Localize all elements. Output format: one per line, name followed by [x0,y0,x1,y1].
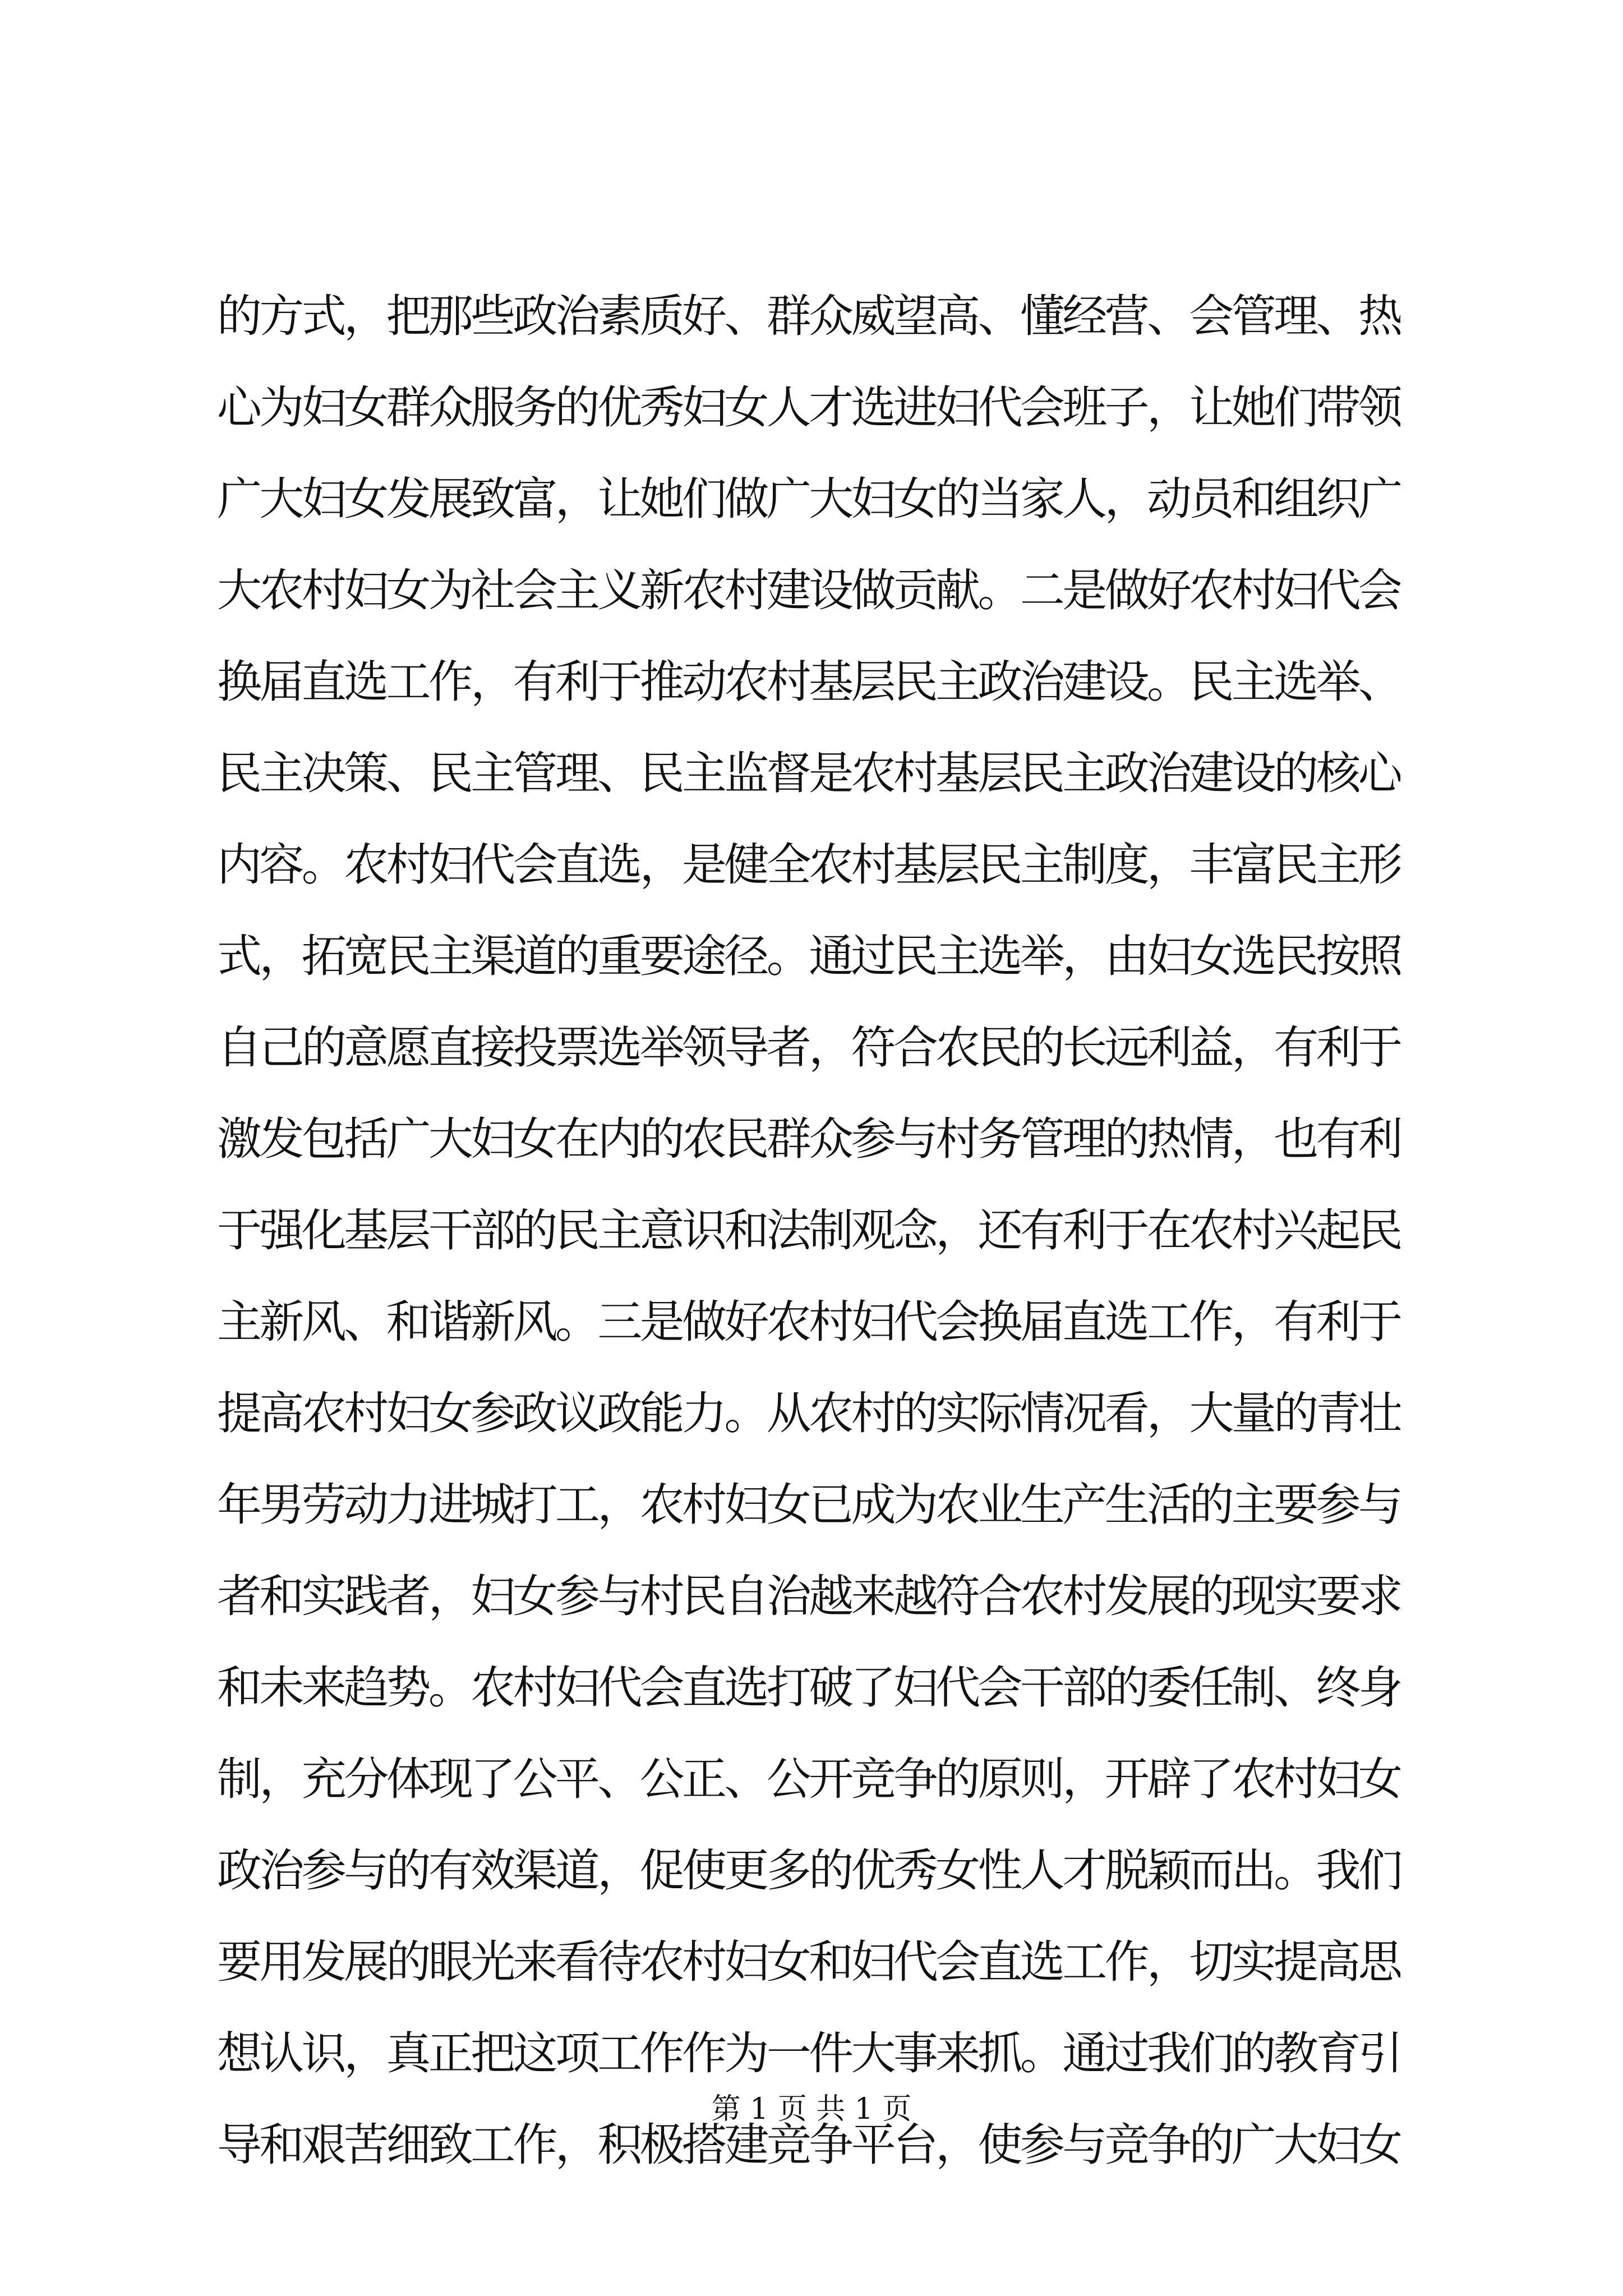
body-text [217,270,1400,2191]
text-line: 者和实践者，妇女参与村民自治越来越符合农村发展的现实要求 [217,1570,1400,1622]
page-footer [0,2087,1623,2132]
text-line: 的方式，把那些政治素质好、群众威望高、懂经营、会管理、热 [217,290,1400,342]
text-line: 导和艰苦细致工作，积极搭建竞争平台，使参与竞争的广大妇女 [217,2119,1400,2171]
text-line: 想认识，真正把这项工作作为一件大事来抓。通过我们的教育引 [217,2027,1400,2079]
text-line: 年男劳动力进城打工，农村妇女已成为农业生产生活的主要参与 [217,1479,1400,1531]
text-line: 大农村妇女为社会主义新农村建设做贡献。二是做好农村妇代会 [217,564,1400,616]
text-line: 政治参与的有效渠道，促使更多的优秀女性人才脱颖而出。我们 [217,1844,1400,1897]
text-line: 广大妇女发展致富，让她们做广大妇女的当家人，动员和组织广 [217,473,1400,525]
text-line: 心为妇女群众服务的优秀妇女人才选进妇代会班子，让她们带领 [217,381,1400,434]
page-number-label: 第 1 页 共 1 页 [711,2092,912,2126]
text-line: 和未来趋势。农村妇代会直选打破了妇代会干部的委任制、终身 [217,1662,1400,1714]
text-line: 激发包括广大妇女在内的农民群众参与村务管理的热情，也有利 [217,1113,1400,1165]
text-line: 换届直选工作，有利于推动农村基层民主政治建设。民主选举、 [217,656,1400,708]
text-line: 要用发展的眼光来看待农村妇女和妇代会直选工作，切实提高思 [217,1936,1400,1988]
text-line: 主新风、和谐新风。三是做好农村妇代会换届直选工作，有利于 [217,1296,1400,1348]
text-line: 自己的意愿直接投票选举领导者，符合农民的长远利益，有利于 [217,1022,1400,1074]
text-line: 制，充分体现了公平、公正、公开竞争的原则，开辟了农村妇女 [217,1753,1400,1805]
text-line: 提高农村妇女参政议政能力。从农村的实际情况看，大量的青壮 [217,1387,1400,1439]
text-line: 内容。农村妇代会直选，是健全农村基层民主制度，丰富民主形 [217,839,1400,891]
text-line: 民主决策、民主管理、民主监督是农村基层民主政治建设的核心 [217,747,1400,799]
text-line: 式，拓宽民主渠道的重要途径。通过民主选举，由妇女选民按照 [217,930,1400,982]
text-line: 于强化基层干部的民主意识和法制观念，还有利于在农村兴起民 [217,1204,1400,1257]
